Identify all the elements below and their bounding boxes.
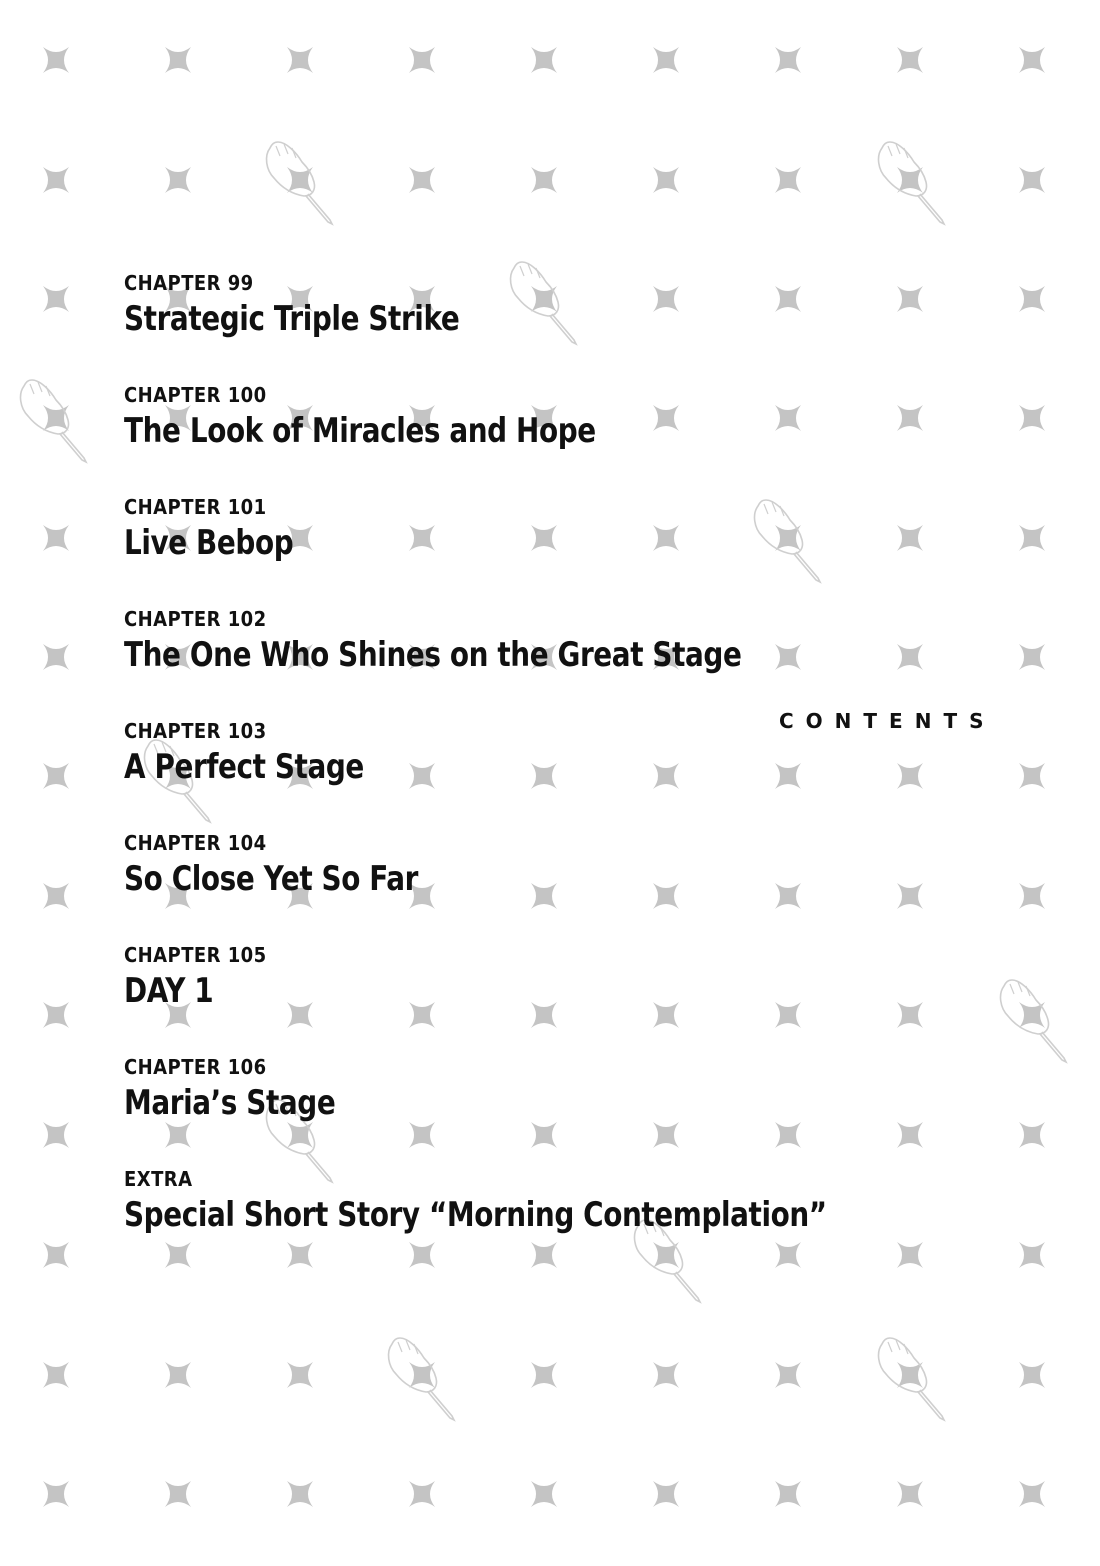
chapter-label: CHAPTER 106 <box>124 1055 267 1079</box>
chapter-title: Live Bebop <box>124 523 294 563</box>
sparkle-icon <box>775 1481 801 1507</box>
sparkle-icon <box>897 1122 923 1148</box>
chapter-title: Maria’s Stage <box>124 1083 336 1123</box>
sparkle-icon <box>531 1362 557 1388</box>
sparkle-icon <box>1019 1362 1045 1388</box>
chapter-label: CHAPTER 101 <box>124 495 267 519</box>
sparkle-icon <box>531 167 557 193</box>
sparkle-icon <box>1019 525 1045 551</box>
sparkle-icon <box>653 1481 679 1507</box>
sparkle-icon <box>897 405 923 431</box>
toc-entry-extra <box>124 1166 884 1278</box>
chapter-title: The Look of Miracles and Hope <box>124 411 596 451</box>
sparkle-icon <box>165 1481 191 1507</box>
sparkle-icon <box>1019 1481 1045 1507</box>
sparkle-icon <box>43 1242 69 1268</box>
sparkle-icon <box>653 167 679 193</box>
sparkle-icon <box>1019 644 1045 670</box>
sparkle-icon <box>897 644 923 670</box>
chapter-label: CHAPTER 100 <box>124 383 267 407</box>
sparkle-icon <box>897 763 923 789</box>
sparkle-icon <box>653 47 679 73</box>
toc-entry-chapter-100 <box>124 382 884 494</box>
sparkle-icon <box>1019 286 1045 312</box>
sparkle-icon <box>287 1481 313 1507</box>
chapter-title: A Perfect Stage <box>124 747 364 787</box>
sparkle-icon <box>775 47 801 73</box>
chapter-title: Strategic Triple Strike <box>124 299 460 339</box>
chapter-title: DAY 1 <box>124 971 214 1011</box>
sparkle-icon <box>531 1481 557 1507</box>
sparkle-icon <box>43 1481 69 1507</box>
chapter-label: CHAPTER 102 <box>124 607 267 631</box>
sparkle-icon <box>897 167 923 193</box>
sparkle-icon <box>43 1362 69 1388</box>
sparkle-icon <box>1019 883 1045 909</box>
sparkle-icon <box>287 1362 313 1388</box>
sparkle-icon <box>43 286 69 312</box>
sparkle-icon <box>1019 1122 1045 1148</box>
sparkle-icon <box>287 47 313 73</box>
sparkle-icon <box>409 1481 435 1507</box>
sparkle-icon <box>775 167 801 193</box>
sparkle-icon <box>165 167 191 193</box>
sparkle-icon <box>531 47 557 73</box>
sparkle-icon <box>897 47 923 73</box>
sparkle-icon <box>1019 405 1045 431</box>
sparkle-icon <box>165 1362 191 1388</box>
sparkle-icon <box>897 1362 923 1388</box>
sparkle-icon <box>409 167 435 193</box>
sparkle-icon <box>43 883 69 909</box>
sparkle-icon <box>43 644 69 670</box>
sparkle-icon <box>43 525 69 551</box>
sparkle-icon <box>897 1242 923 1268</box>
sparkle-icon <box>897 1481 923 1507</box>
sparkle-icon <box>43 47 69 73</box>
toc-entry-chapter-101 <box>124 494 884 606</box>
sparkle-icon <box>775 1362 801 1388</box>
sparkle-icon <box>653 1362 679 1388</box>
toc-entry-chapter-105 <box>124 942 884 1054</box>
sparkle-icon <box>43 1122 69 1148</box>
sparkle-icon <box>1019 763 1045 789</box>
chapter-label: CHAPTER 99 <box>124 271 254 295</box>
toc-entry-chapter-104 <box>124 830 884 942</box>
sparkle-icon <box>43 405 69 431</box>
toc-entry-chapter-106 <box>124 1054 884 1166</box>
sparkle-icon <box>43 1002 69 1028</box>
sparkle-icon <box>165 47 191 73</box>
toc-entry-chapter-103 <box>124 718 884 830</box>
sparkle-icon <box>1019 167 1045 193</box>
sparkle-icon <box>409 47 435 73</box>
chapter-label: CHAPTER 105 <box>124 943 267 967</box>
contents-heading: CONTENTS <box>779 709 996 733</box>
chapter-label: EXTRA <box>124 1167 193 1191</box>
sparkle-icon <box>897 1002 923 1028</box>
chapter-title: Special Short Story “Morning Contemplation” <box>124 1195 827 1235</box>
sparkle-icon <box>897 286 923 312</box>
table-of-contents <box>124 270 884 1278</box>
chapter-label: CHAPTER 103 <box>124 719 267 743</box>
chapter-label: CHAPTER 104 <box>124 831 267 855</box>
sparkle-icon <box>897 883 923 909</box>
chapter-title: The One Who Shines on the Great Stage <box>124 635 742 675</box>
toc-entry-chapter-102 <box>124 606 884 718</box>
sparkle-icon <box>897 525 923 551</box>
sparkle-icon <box>1019 1242 1045 1268</box>
toc-entry-chapter-99 <box>124 270 884 382</box>
sparkle-icon <box>43 763 69 789</box>
sparkle-icon <box>1019 47 1045 73</box>
chapter-title: So Close Yet So Far <box>124 859 419 899</box>
sparkle-icon <box>43 167 69 193</box>
